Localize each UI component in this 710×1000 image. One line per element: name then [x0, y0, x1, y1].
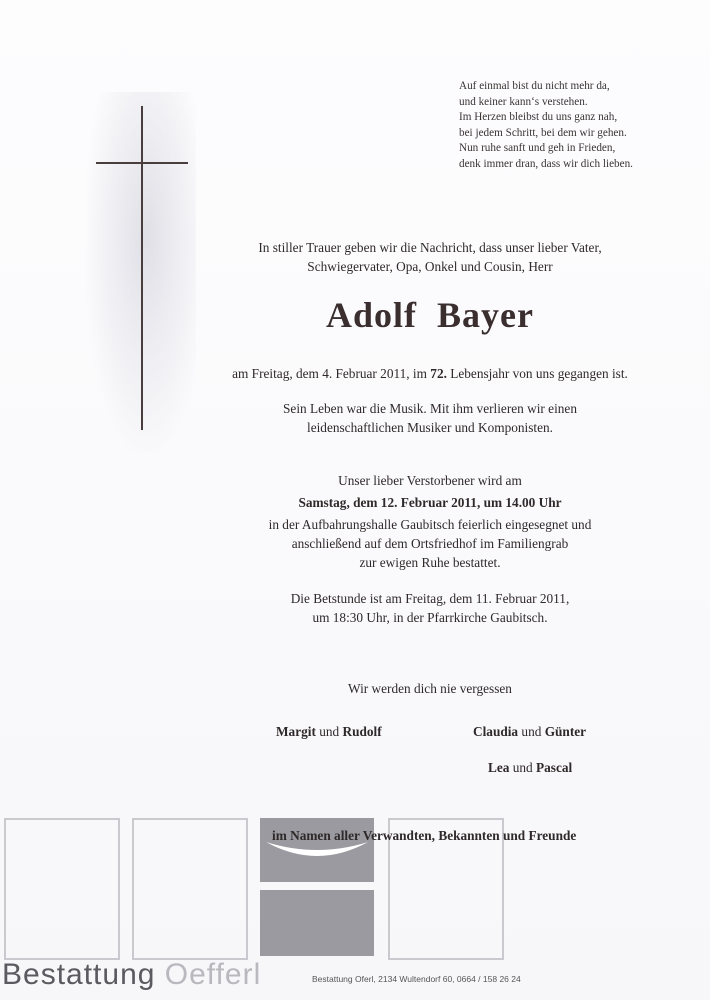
logo-box	[4, 818, 120, 960]
brand-text: Bestattung	[2, 958, 165, 991]
funeral-line: zur ewigen Ruhe bestattet.	[359, 555, 501, 570]
death-prefix: am Freitag, dem 4. Februar 2011, im	[232, 366, 431, 381]
farewell-text: Wir werden dich nie vergessen	[348, 681, 512, 696]
funeral-date: Samstag, dem 12. Februar 2011, um 14.00 Uhr	[298, 495, 562, 510]
poem-line: bei jedem Schritt, bei dem wir gehen.	[459, 126, 627, 139]
family-group	[276, 724, 382, 740]
poem-line: Nun ruhe sanft und geh in Frieden,	[459, 142, 616, 155]
cross-vertical-bar	[141, 106, 143, 430]
death-notice	[180, 364, 680, 383]
family-member: Lea	[488, 760, 510, 775]
poem	[459, 79, 689, 173]
family-member: Claudia	[473, 724, 519, 739]
death-age: 72.	[430, 366, 447, 381]
poem-line: und keiner kann‘s verstehen.	[459, 95, 588, 108]
funeral-details	[180, 471, 680, 572]
poem-line: Auf einmal bist du nicht mehr da,	[459, 80, 610, 92]
funeral-line: anschließend auf dem Ortsfriedhof im Familiengrab	[291, 536, 569, 551]
family-closing-text: im Namen aller Verwandten, Bekannten und Freunde	[272, 828, 577, 843]
prayer-line: um 18:30 Uhr, in der Pfarrkirche Gaubitsch.	[312, 610, 548, 625]
family-member: Pascal	[536, 760, 573, 775]
cross-horizontal-bar	[96, 162, 188, 164]
family-member: Rudolf	[342, 724, 382, 739]
funeral-line: in der Aufbahrungshalle Gaubitsch feierlich eingesegnet und	[268, 517, 592, 532]
family-conjunction: und	[509, 760, 537, 775]
family-group	[488, 760, 572, 776]
tribute-line: Sein Leben war die Musik. Mit ihm verlieren wir einen	[283, 401, 577, 416]
poem-line: denk immer dran, dass wir dich lieben.	[459, 157, 633, 170]
brand-logo	[2, 958, 261, 992]
family-member: Margit	[276, 724, 316, 739]
poem-line: Im Herzen bleibst du uns ganz nah,	[459, 111, 618, 124]
prayer-details	[180, 589, 680, 627]
family-member: Günter	[544, 724, 587, 739]
intro-text	[180, 238, 680, 276]
family-group	[473, 724, 586, 740]
deceased-name: Adolf Bayer	[326, 295, 534, 335]
intro-line: In stiller Trauer geben wir die Nachricht, dass unser lieber Vater,	[258, 240, 602, 255]
prayer-line: Die Betstunde ist am Freitag, dem 11. Februar 2011,	[290, 591, 570, 606]
logo-dark-panel	[260, 890, 374, 956]
brand-text-light: Oefferl	[164, 958, 262, 991]
tribute-line: leidenschaftlichen Musiker und Komponisten.	[307, 420, 553, 435]
funeral-line: Unser lieber Verstorbener wird am	[338, 473, 522, 488]
footer-address: Bestattung Oferl, 2134 Wultendorf 60, 0664 / 158 26 24	[312, 974, 521, 984]
tribute-text	[180, 399, 680, 437]
death-suffix: Lebensjahr von uns gegangen ist.	[446, 366, 628, 381]
logo-box	[132, 818, 248, 960]
family-conjunction: und	[315, 724, 343, 739]
intro-line: Schwiegervater, Opa, Onkel und Cousin, Herr	[307, 259, 553, 274]
family-conjunction: und	[518, 724, 545, 739]
family-closing	[272, 828, 576, 844]
